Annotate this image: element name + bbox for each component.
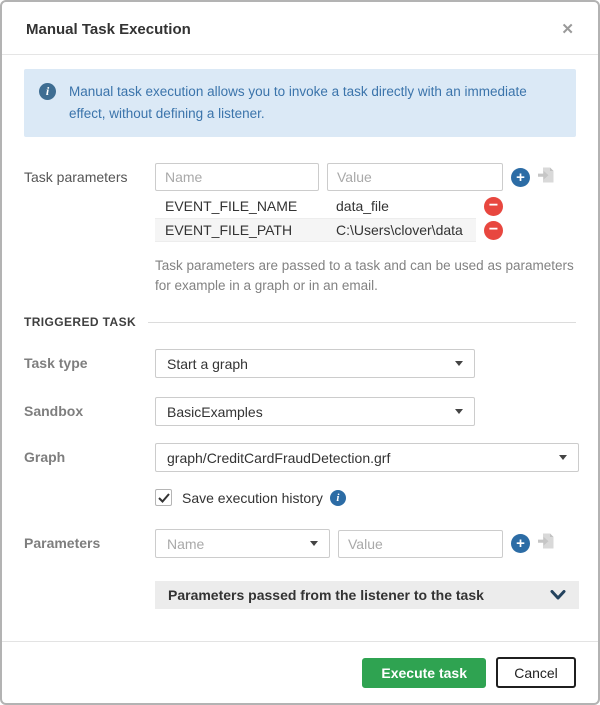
- parameter-value-input[interactable]: [338, 530, 503, 558]
- parameter-name-cell: EVENT_FILE_NAME: [165, 198, 298, 214]
- execute-task-button[interactable]: Execute task: [362, 658, 486, 688]
- dialog-body: [2, 55, 598, 641]
- add-parameter-button[interactable]: +: [511, 534, 530, 553]
- cancel-button[interactable]: Cancel: [496, 657, 576, 688]
- task-parameters-table: [155, 194, 503, 242]
- checkmark-icon: [158, 493, 170, 503]
- graph-label: Graph: [24, 449, 66, 466]
- caret-down-icon: [455, 361, 463, 366]
- triggered-task-section-title: TRIGGERED TASK: [24, 315, 137, 330]
- sandbox-label: Sandbox: [24, 403, 84, 420]
- save-history-checkbox[interactable]: [155, 489, 172, 506]
- table-row: [155, 194, 476, 218]
- listener-parameters-label: Parameters passed from the listener to the task: [168, 587, 484, 604]
- task-parameter-value-input[interactable]: [327, 163, 503, 191]
- dialog-header: [2, 2, 598, 55]
- task-parameter-name-input[interactable]: [155, 163, 319, 191]
- sandbox-value: BasicExamples: [167, 403, 263, 420]
- dialog-title: Manual Task Execution: [26, 21, 191, 38]
- paste-parameters-icon: [536, 531, 556, 556]
- table-row: [155, 218, 476, 242]
- remove-parameter-button[interactable]: −: [484, 197, 503, 216]
- task-parameters-help-text: Task parameters are passed to a task and can be used as parameters for example in a graph or in an email.: [155, 258, 574, 293]
- parameter-value-cell: C:\Users\clover\data: [336, 222, 463, 238]
- task-type-label: Task type: [24, 355, 88, 372]
- info-alert-text: Manual task execution allows you to invoke a task directly with an immediate effect, without defining a listener.: [69, 84, 527, 121]
- parameter-name-cell: EVENT_FILE_PATH: [165, 222, 293, 238]
- sandbox-select[interactable]: [155, 397, 475, 426]
- info-alert: [24, 69, 576, 137]
- info-icon: i: [39, 83, 56, 100]
- caret-down-icon: [310, 541, 318, 546]
- parameter-name-select[interactable]: [155, 529, 330, 558]
- save-history-info-icon[interactable]: i: [330, 490, 346, 506]
- save-history-label[interactable]: Save execution history: [182, 489, 323, 506]
- remove-parameter-button[interactable]: −: [484, 221, 503, 240]
- task-type-value: Start a graph: [167, 355, 248, 372]
- graph-select[interactable]: [155, 443, 579, 472]
- parameter-name-placeholder: Name: [167, 535, 205, 552]
- graph-value: graph/CreditCardFraudDetection.grf: [167, 449, 391, 466]
- sandbox-row: [24, 397, 576, 426]
- graph-row: [24, 443, 576, 472]
- triggered-task-section-header: [24, 315, 576, 329]
- parameters-label: Parameters: [24, 535, 101, 552]
- add-task-parameter-button[interactable]: +: [511, 168, 530, 187]
- caret-down-icon: [455, 409, 463, 414]
- task-type-select[interactable]: [155, 349, 475, 378]
- save-history-row: [155, 489, 576, 506]
- caret-down-icon: [559, 455, 567, 460]
- paste-parameters-icon: [536, 165, 556, 190]
- parameter-value-cell: data_file: [336, 198, 389, 214]
- close-icon[interactable]: ✕: [561, 21, 574, 38]
- dialog-footer: [2, 641, 598, 703]
- task-parameters-row: [24, 163, 576, 315]
- section-divider: [148, 322, 576, 323]
- parameters-row: [24, 529, 576, 558]
- task-parameters-label: Task parameters: [24, 169, 128, 185]
- task-type-row: [24, 349, 576, 378]
- listener-parameters-expander[interactable]: [155, 581, 579, 609]
- chevron-down-icon: [550, 590, 566, 600]
